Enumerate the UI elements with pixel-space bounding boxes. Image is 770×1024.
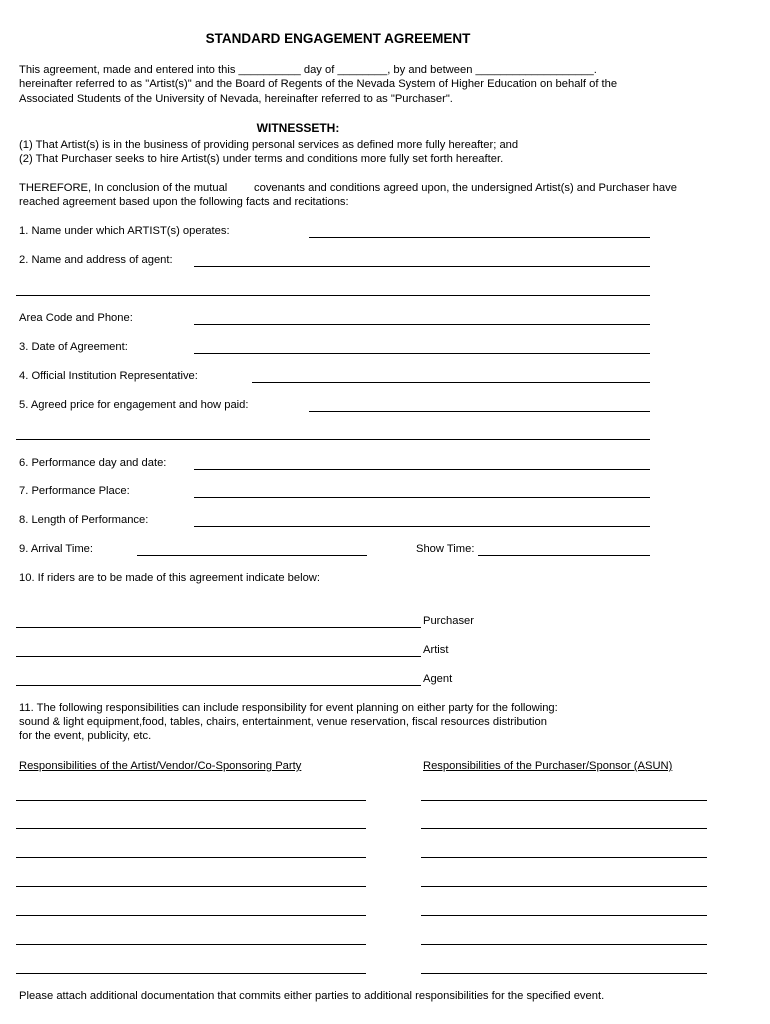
responsibility-artist-line[interactable] (16, 857, 366, 858)
signature-artist-line[interactable] (16, 656, 421, 657)
footer-note: Please attach additional documentation that commits either parties to additional responsibilities for the specified event. (19, 990, 605, 1002)
responsibilities-purchaser-heading: Responsibilities of the Purchaser/Sponsor (ASUN) (423, 760, 673, 772)
field-agent-label: 2. Name and address of agent: (19, 254, 173, 266)
intro-line-3: Associated Students of the University of Nevada, hereinafter referred to as "Purchaser". (19, 93, 453, 105)
field-performance-date-line[interactable] (194, 469, 650, 470)
responsibility-artist-line[interactable] (16, 828, 366, 829)
signature-agent-line[interactable] (16, 685, 421, 686)
therefore-line-1a: THEREFORE, In conclusion of the mutual (19, 182, 228, 194)
responsibility-artist-line[interactable] (16, 800, 366, 801)
section11-line-2: sound & light equipment,food, tables, chairs, entertainment, venue reservation, fiscal resources distribution (19, 716, 547, 728)
field-date-line[interactable] (194, 353, 650, 354)
field-arrival-line[interactable] (137, 555, 367, 556)
signature-purchaser-label: Purchaser (423, 615, 474, 627)
field-length-label: 8. Length of Performance: (19, 514, 149, 526)
field-price-line[interactable] (309, 411, 650, 412)
responsibility-purchaser-line[interactable] (421, 857, 707, 858)
responsibilities-artist-heading: Responsibilities of the Artist/Vendor/Co-Sponsoring Party (19, 760, 302, 772)
field-phone-line[interactable] (194, 324, 650, 325)
responsibility-artist-line[interactable] (16, 886, 366, 887)
page-title: STANDARD ENGAGEMENT AGREEMENT (205, 31, 471, 46)
field-riders-label: 10. If riders are to be made of this agreement indicate below: (19, 572, 320, 584)
witnesseth-item-1: (1) That Artist(s) is in the business of providing personal services as defined more fully hereafter; and (19, 139, 519, 151)
section11-line-1: 11. The following responsibilities can include responsibility for event planning on either party for the following: (19, 702, 558, 714)
responsibility-artist-line[interactable] (16, 944, 366, 945)
responsibility-artist-line[interactable] (16, 973, 366, 974)
field-artist-name-line[interactable] (309, 237, 650, 238)
field-agent-line[interactable] (194, 266, 650, 267)
field-performance-place-label: 7. Performance Place: (19, 485, 130, 497)
therefore-line-2: reached agreement based upon the following facts and recitations: (19, 196, 349, 208)
field-phone-label: Area Code and Phone: (19, 312, 133, 324)
field-show-time-label: Show Time: (416, 543, 475, 555)
field-artist-name-label: 1. Name under which ARTIST(s) operates: (19, 225, 230, 237)
field-representative-line[interactable] (252, 382, 650, 383)
responsibility-purchaser-line[interactable] (421, 973, 707, 974)
signature-purchaser-line[interactable] (16, 627, 421, 628)
witnesseth-item-2: (2) That Purchaser seeks to hire Artist(s) under terms and conditions more fully set forth hereafter. (19, 153, 504, 165)
intro-line-2: hereinafter referred to as "Artist(s)" and the Board of Regents of the Nevada System of Higher Education on behalf of the (19, 78, 618, 90)
section11-line-3: for the event, publicity, etc. (19, 730, 152, 742)
responsibility-purchaser-line[interactable] (421, 944, 707, 945)
field-price-line-2[interactable] (16, 439, 650, 440)
field-performance-date-label: 6. Performance day and date: (19, 457, 167, 469)
field-price-label: 5. Agreed price for engagement and how paid: (19, 399, 249, 411)
field-show-time-line[interactable] (478, 555, 650, 556)
responsibility-purchaser-line[interactable] (421, 800, 707, 801)
signature-artist-label: Artist (423, 644, 449, 656)
field-representative-label: 4. Official Institution Representative: (19, 370, 198, 382)
field-arrival-label: 9. Arrival Time: (19, 543, 93, 555)
responsibility-purchaser-line[interactable] (421, 828, 707, 829)
witnesseth-heading: WITNESSETH: (256, 121, 340, 135)
field-length-line[interactable] (194, 526, 650, 527)
therefore-line-1b: covenants and conditions agreed upon, the undersigned Artist(s) and Purchaser have (254, 182, 677, 194)
field-date-label: 3. Date of Agreement: (19, 341, 128, 353)
responsibility-purchaser-line[interactable] (421, 915, 707, 916)
field-agent-line-2[interactable] (16, 295, 650, 296)
responsibility-artist-line[interactable] (16, 915, 366, 916)
field-performance-place-line[interactable] (194, 497, 650, 498)
responsibility-purchaser-line[interactable] (421, 886, 707, 887)
intro-line-1: This agreement, made and entered into this __________ day of ________, by and between ___________________. (19, 64, 597, 76)
signature-agent-label: Agent (423, 673, 453, 685)
